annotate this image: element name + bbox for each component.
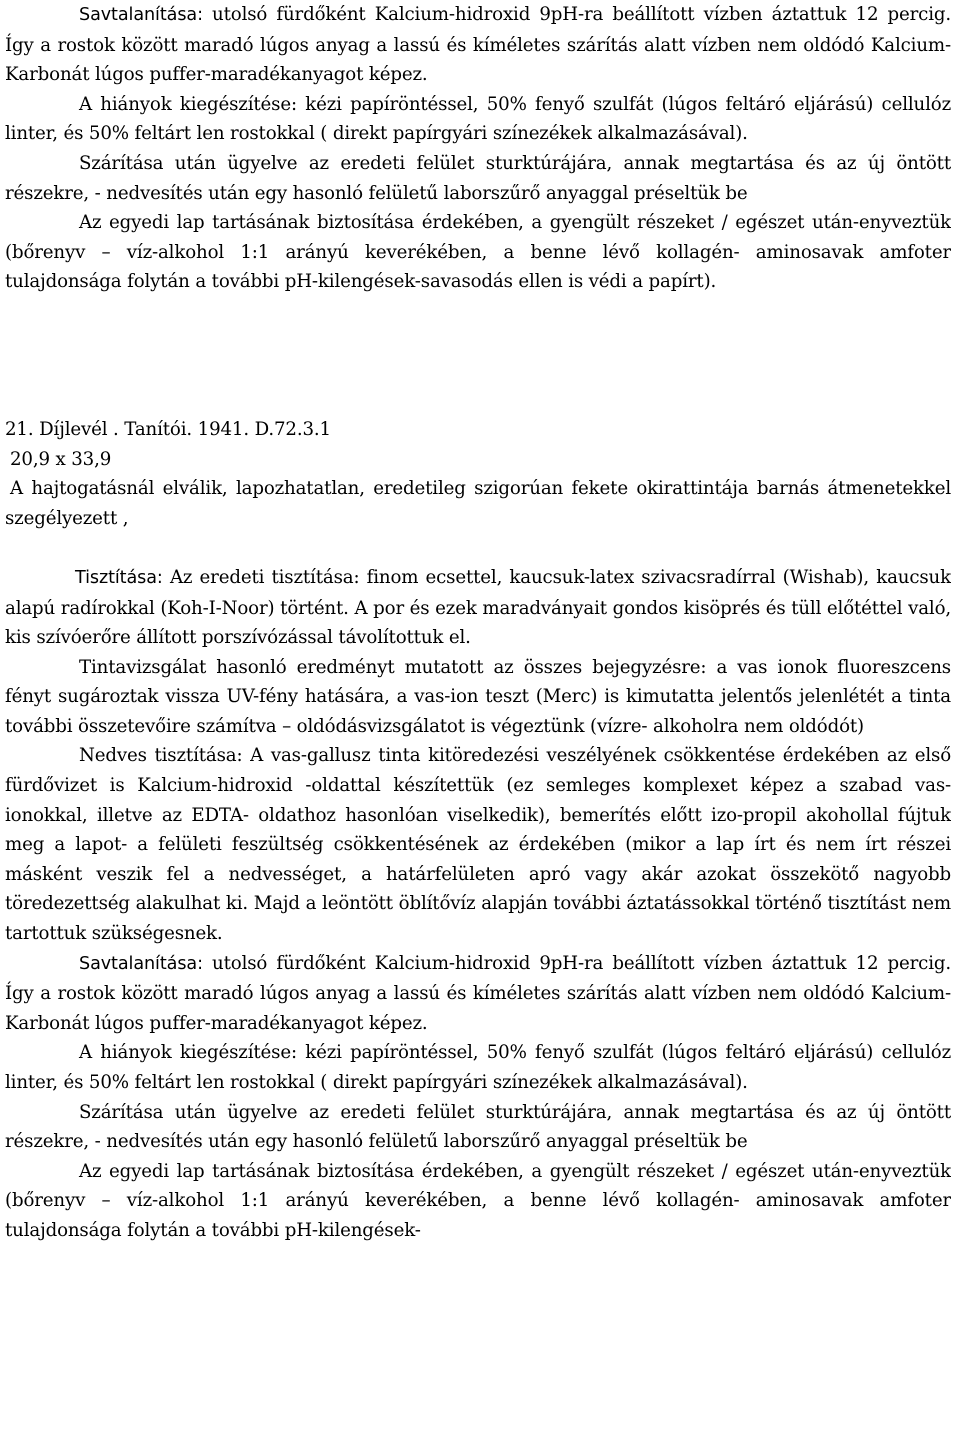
deacidification-paragraph-2 — [5, 949, 951, 1039]
cleaning-text: Az eredeti tisztítása: finom ecsettel, kaucsuk-latex szivacsradírral (Wishab), kaucsuk alapú radírokkal (Koh-I-Noor) történt. A por és ezek maradványait gondos kisöprés és tüll előtéttel való, kis szívóerőre állított porszívózással távolítottuk el. — [5, 566, 951, 649]
item-heading: 21. Díjlevél . Tanítói. 1941. D.72.3.1 — [5, 418, 331, 440]
spacer — [5, 533, 951, 563]
deacidification-label-2: Savtalanítása: — [79, 953, 203, 974]
drying-paragraph-2: Szárítása után ügyelve az eredeti felület sturktúrájára, annak megtartása és az új öntött részekre, - nedvesítés után egy hasonló felületű laborszűrő anyaggal préseltük be — [5, 1101, 951, 1153]
cleaning-label: Tisztítása: — [75, 567, 163, 588]
gap-filling-paragraph: A hiányok kiegészítése: kézi papíröntéssel, 50% fenyő szulfát (lúgos feltáró eljárású) cellulóz linter, és 50% feltárt len rostokkal ( direkt papírgyári színezékek alkalmazásával). — [5, 93, 951, 145]
document-page — [5, 0, 951, 1456]
sizing-paragraph: Az egyedi lap tartásának biztosítása érdekében, a gyengült részeket / egészet után-enyveztük (bőrenyv – víz-alkohol 1:1 arányú keverékében, a benne lévő kollagén- aminosavak amfoter tulajdonsága folytán a további pH-kilengések-savasodás ellen is védi a papírt). — [5, 212, 951, 293]
spacer — [5, 297, 951, 415]
ink-test-paragraph: Tintavizsgálat hasonló eredményt mutatott az összes bejegyzésre: a vas ionok fluoreszcens fényt sugároztak vissza UV-fény hatására, a vas-ion teszt (Merc) is kimutatta jelentős jelenlétét a tinta további összetevőire számítva – oldódásvizsgálatot is végeztünk (vízre- alkoholra nem oldódót) — [5, 656, 951, 737]
deacidification-text: utolsó fürdőként Kalcium-hidroxid 9pH-ra beállított vízben áztattuk 12 percig. Így a rostok között maradó lúgos anyag a lassú és kíméletes szárítás alatt vízben nem oldódó Kalcium-Karbonát lúgos puffer-maradékanyagot képez. — [5, 4, 951, 86]
deacidification-label: Savtalanítása: — [79, 5, 203, 25]
sizing-paragraph-2: Az egyedi lap tartásának biztosítása érdekében, a gyengült részeket / egészet után-enyveztük (bőrenyv – víz-alkohol 1:1 arányú keverékében, a benne lévő kollagén- aminosavak amfoter tulajdonsága folytán a további pH-kilengések- — [5, 1160, 951, 1241]
item-description: A hajtogatásnál elválik, lapozhatatlan, eredetileg szigorúan fekete okirattintája barnás átmenetekkel szegélyezett , — [5, 478, 951, 529]
item-size: 20,9 x 33,9 — [10, 448, 112, 470]
cleaning-paragraph — [5, 563, 951, 653]
deacidification-text-2: utolsó fürdőként Kalcium-hidroxid 9pH-ra beállított vízben áztattuk 12 percig. Így a rostok között maradó lúgos anyag a lassú és kíméletes szárítás alatt vízben nem oldódó Kalcium-Karbonát lúgos puffer-maradékanyagot képez. — [5, 952, 951, 1034]
drying-paragraph: Szárítása után ügyelve az eredeti felület sturktúrájára, annak megtartása és az új öntött részekre, - nedvesítés után egy hasonló felületű laborszűrő anyaggal préseltük be — [5, 152, 951, 204]
gap-filling-paragraph-2: A hiányok kiegészítése: kézi papíröntéssel, 50% fenyő szulfát (lúgos feltáró eljárású) cellulóz linter, és 50% feltárt len rostokkal ( direkt papírgyári színezékek alkalmazásával). — [5, 1042, 951, 1093]
deacidification-paragraph — [5, 0, 951, 90]
wet-cleaning-paragraph: Nedves tisztítása: A vas-gallusz tinta kitöredezési veszélyének csökkentése érdekében az első fürdővizet is Kalcium-hidroxid -oldattal készítettük (ez semleges komplexet képez a szabad vas-ionokkal, illetve az EDTA- oldathoz hasonlóan viselkedik), bemerítés előtt izo-propil akohollal fújtuk meg a lapot- a felületi feszültség csökkentésének az érdekében (mikor a lap írt és nem írt részei másként veszik fel a nedvességet, a határfelületen apró vagy akár azokat összekötő nagyobb töredezettség alakulhat ki. Majd a leöntött öblítővíz alapján további áztatássokkal történő tisztítást nem tartottuk szükségesnek. — [5, 745, 951, 945]
